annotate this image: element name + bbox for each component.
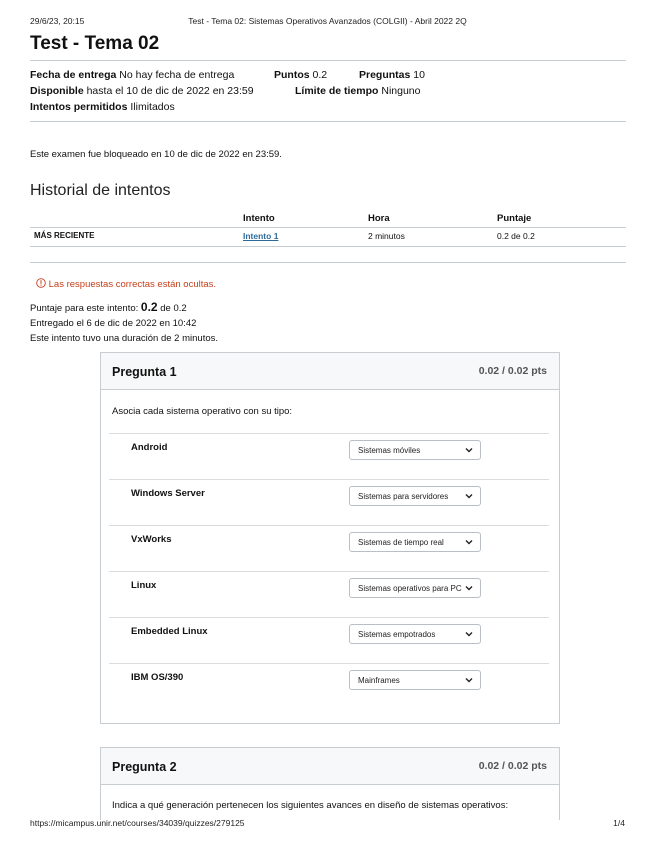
match-row	[109, 663, 549, 710]
question-points: 0.02 / 0.02 pts	[478, 760, 547, 772]
meta-attempts: Intentos permitidos Ilimitados	[30, 101, 175, 113]
chevron-down-icon	[464, 490, 474, 502]
history-header-row	[30, 210, 626, 226]
history-title: Historial de intentos	[30, 182, 171, 199]
question-points: 0.02 / 0.02 pts	[478, 365, 547, 377]
chevron-down-icon	[464, 444, 474, 456]
match-row	[109, 433, 549, 480]
question-title: Pregunta 1	[112, 365, 177, 379]
print-doc-title: Test - Tema 02: Sistemas Operativos Avanzados (COLGII) - Abril 2022 2Q	[188, 16, 467, 26]
match-row	[109, 525, 549, 572]
question-2	[100, 747, 560, 820]
locked-notice: Este examen fue bloqueado en 10 de dic de 2022 en 23:59.	[30, 149, 282, 160]
warning-icon	[36, 278, 46, 288]
page-url: https://micampus.unir.net/courses/34039/quizzes/279125	[30, 818, 245, 828]
submitted-line: Entregado el 6 de dic de 2022 en 10:42	[30, 318, 197, 329]
history-col-score: Puntaje	[497, 213, 532, 224]
divider	[30, 246, 626, 247]
question-header	[101, 353, 559, 390]
match-label: Windows Server	[131, 488, 205, 499]
meta-available: Disponible hasta el 10 de dic de 2022 en 23:59	[30, 85, 254, 97]
meta-questions: Preguntas 10	[359, 69, 425, 81]
meta-time-limit: Límite de tiempo Ninguno	[295, 85, 421, 97]
history-row	[30, 228, 626, 246]
divider	[30, 262, 626, 263]
print-footer	[30, 818, 625, 830]
match-label: Android	[131, 442, 168, 453]
score-line: Puntaje para este intento: 0.2 de 0.2	[30, 300, 187, 314]
match-select[interactable]: Sistemas empotrados	[349, 624, 481, 644]
match-select[interactable]: Sistemas móviles	[349, 440, 481, 460]
duration-line: Este intento tuvo una duración de 2 minutos.	[30, 333, 219, 344]
meta-points: Puntos 0.2	[274, 69, 328, 81]
history-col-time: Hora	[368, 213, 390, 224]
print-header	[30, 16, 625, 28]
match-row	[109, 617, 549, 664]
match-row	[109, 571, 549, 618]
history-row-label: MÁS RECIENTE	[34, 231, 95, 240]
answers-hidden-warning: Las respuestas correctas están ocultas.	[36, 278, 216, 290]
match-label: Embedded Linux	[131, 626, 208, 637]
divider	[30, 121, 626, 122]
chevron-down-icon	[464, 582, 474, 594]
match-select[interactable]: Mainframes	[349, 670, 481, 690]
question-header	[101, 748, 559, 785]
match-select[interactable]: Sistemas operativos para PC	[349, 578, 481, 598]
match-row	[109, 479, 549, 526]
attempt-1-link[interactable]: Intento 1	[243, 231, 279, 241]
question-title: Pregunta 2	[112, 760, 177, 774]
history-row-score: 0.2 de 0.2	[497, 231, 535, 241]
question-1	[100, 352, 560, 724]
divider	[30, 60, 626, 61]
chevron-down-icon	[464, 628, 474, 640]
history-col-attempt: Intento	[243, 213, 275, 224]
chevron-down-icon	[464, 674, 474, 686]
history-row-time: 2 minutos	[368, 231, 405, 241]
meta-due: Fecha de entrega No hay fecha de entrega	[30, 69, 235, 81]
page-title: Test - Tema 02	[30, 33, 160, 54]
print-date: 29/6/23, 20:15	[30, 16, 85, 26]
page-number: 1/4	[613, 818, 625, 828]
match-select[interactable]: Sistemas de tiempo real	[349, 532, 481, 552]
match-label: Linux	[131, 580, 157, 591]
match-label: VxWorks	[131, 534, 172, 545]
score-value: 0.2	[140, 300, 158, 314]
question-prompt: Indica a qué generación pertenecen los siguientes avances en diseño de sistemas operativos:	[112, 800, 509, 811]
question-prompt: Asocia cada sistema operativo con su tipo:	[112, 406, 293, 417]
chevron-down-icon	[464, 536, 474, 548]
match-select[interactable]: Sistemas para servidores	[349, 486, 481, 506]
match-label: IBM OS/390	[131, 672, 184, 683]
